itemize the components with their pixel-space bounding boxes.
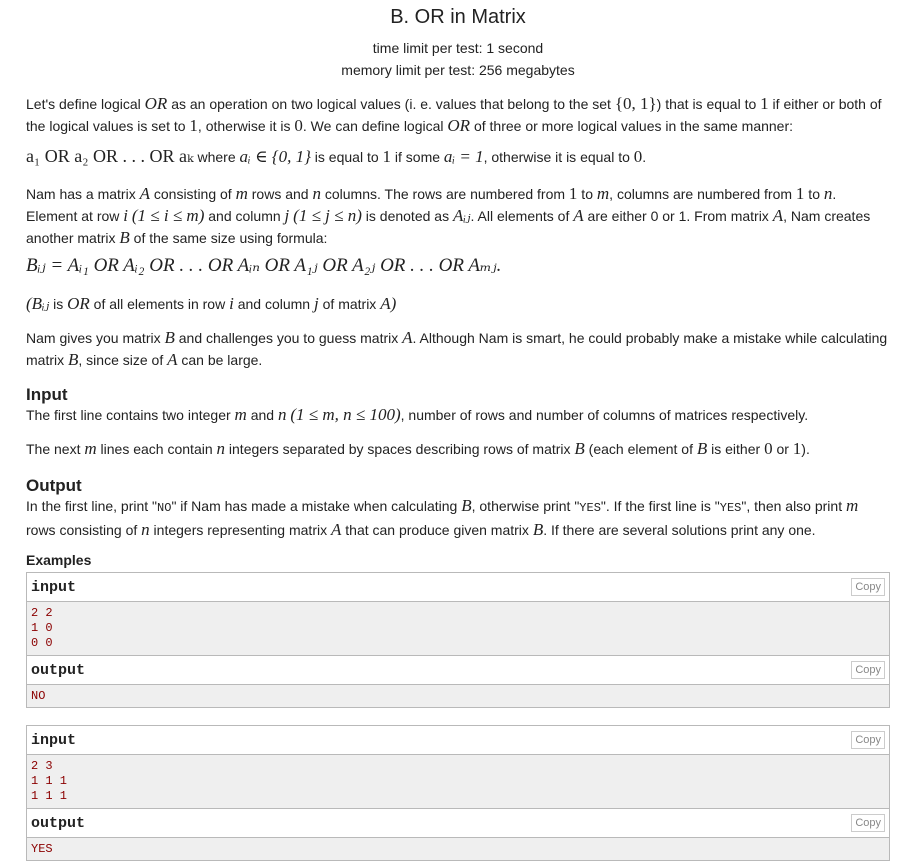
example-output-text: NO — [31, 689, 46, 703]
example-output-header — [27, 655, 889, 685]
formula-or-chain: a₁ OR a₂ OR . . . OR aₖ where aᵢ ∈ {0, 1} is equal to 1 if some aᵢ = 1, otherwise it is equal to 0. — [26, 146, 647, 166]
input-label: input — [31, 732, 77, 749]
copy-output-button[interactable]: Copy — [851, 661, 885, 679]
output-label: output — [31, 815, 86, 832]
example-input-header — [27, 726, 889, 755]
example-input-text: 2 2 1 0 0 0 — [31, 606, 53, 650]
copy-output-button[interactable]: Copy — [851, 814, 885, 832]
input-line-1: The first line contains two integer m and n (1 ≤ m, n ≤ 100), number of rows and number of columns of matrices respectively. — [26, 405, 809, 424]
example-output-text: YES — [31, 842, 53, 856]
example-1 — [26, 572, 890, 708]
example-output-body — [27, 838, 889, 860]
input-heading: Input — [26, 385, 68, 404]
formula-bij: Bᵢⱼ = Aᵢ₁ OR Aᵢ₂ OR . . . OR Aᵢₙ OR A₁ⱼ OR A₂ⱼ OR . . . OR Aₘⱼ. — [26, 255, 502, 276]
paragraph-or-definition: Let's define logical OR as an operation on two logical values (i. e. values that belong to the set {0, 1}) that is equal to 1 if either or both of the logical values is set to 1, otherwise it is 0. We can define logical OR of three or more logical values in the same manner: — [26, 94, 882, 135]
input-line-2: The next m lines each contain n integers separated by spaces describing rows of matrix B (each element of B is either 0 or 1). — [26, 439, 810, 458]
example-2 — [26, 725, 890, 861]
output-heading: Output — [26, 476, 82, 495]
output-label: output — [31, 662, 86, 679]
copy-input-button[interactable]: Copy — [851, 578, 885, 596]
example-output-body — [27, 685, 889, 707]
paragraph-matrix-definition: Nam has a matrix A consisting of m rows and n columns. The rows are numbered from 1 to m, columns are numbered from 1 to n. Element at row i (1 ≤ i ≤ m) and column j (1 ≤ j ≤ n) is denoted as Aᵢⱼ. All elements of A are either 0 or 1. From matrix A, Nam creates another matrix B of the same size using formula: — [26, 184, 871, 247]
example-input-body — [27, 755, 889, 808]
example-input-text: 2 3 1 1 1 1 1 1 — [31, 759, 68, 803]
memory-limit: memory limit per test: 256 megabytes — [341, 62, 575, 78]
input-label: input — [31, 579, 77, 596]
examples-heading: Examples — [26, 552, 92, 568]
example-input-body — [27, 602, 889, 655]
example-input-header — [27, 573, 889, 602]
page-title: B. OR in Matrix — [390, 6, 526, 28]
output-description: In the first line, print "NO" if Nam has made a mistake when calculating B, otherwise print "YES". If the first line is "YES", then also print m rows consisting of n integers representing matrix A that can produce given matrix B. If there are several solutions print any one. — [26, 496, 859, 539]
time-limit: time limit per test: 1 second — [372, 40, 544, 56]
paragraph-bij-meaning: (Bᵢⱼ is OR of all elements in row i and column j of matrix A) — [26, 294, 397, 313]
paragraph-challenge: Nam gives you matrix B and challenges you to guess matrix A. Although Nam is smart, he could probably make a mistake while calculating matrix B, since size of A can be large. — [26, 328, 888, 369]
example-output-header — [27, 808, 889, 838]
copy-input-button[interactable]: Copy — [851, 731, 885, 749]
